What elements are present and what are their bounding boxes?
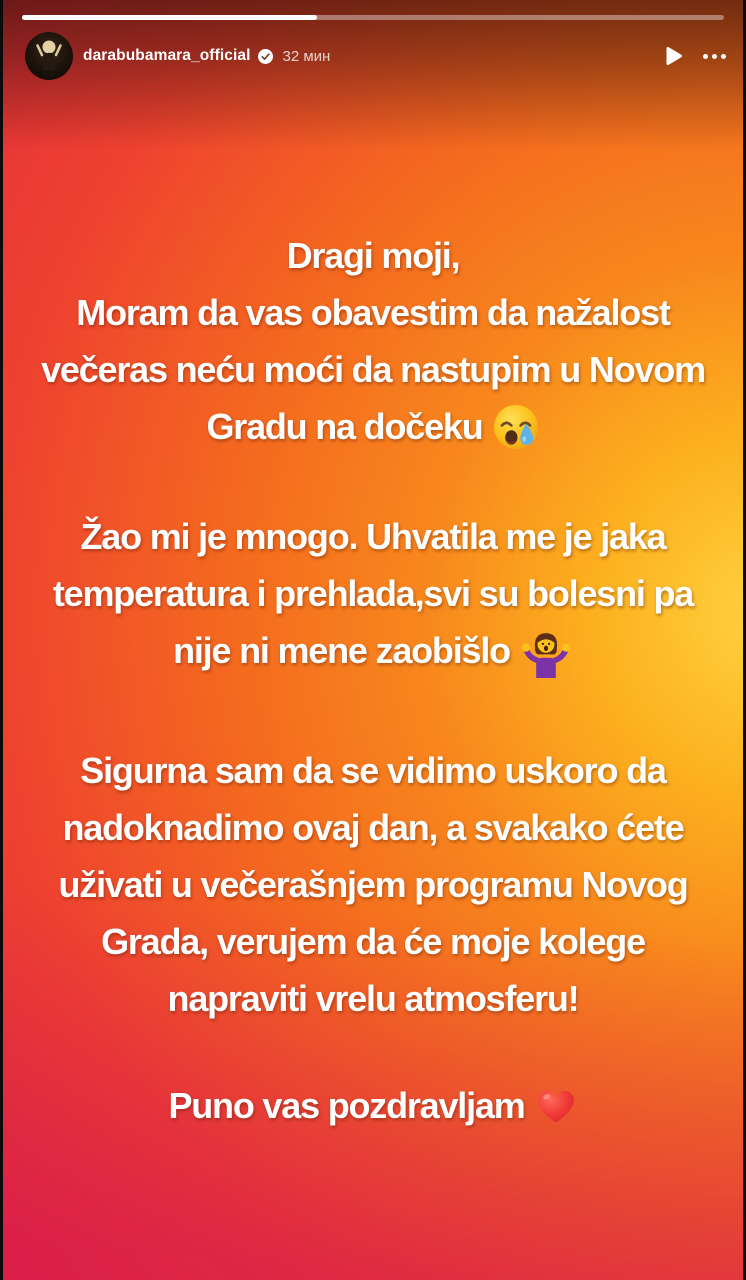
story-text-paragraph-3 (3, 742, 743, 1027)
story-text-line: Žao mi je mnogo. Uhvatila me je jaka (80, 516, 666, 557)
story-text-line: uživati u večerašnjem programu Novog (58, 864, 688, 905)
story-text-line: Puno vas pozdravljam (3, 1077, 743, 1134)
story-text-line: napraviti vrelu atmosferu! (167, 978, 579, 1019)
timestamp: 32 мин (282, 47, 331, 65)
story-text-paragraph-2 (3, 508, 743, 679)
story-text-line: Gradu na dočeku (3, 398, 743, 455)
story-text-paragraph-1 (3, 227, 743, 455)
story-text-line: Grada, verujem da će moje kolege (101, 921, 645, 962)
more-options-icon[interactable] (703, 54, 726, 59)
user-info (83, 30, 330, 82)
story-text-line: večeras neću moći da nastupim u Novom (41, 349, 705, 390)
story-progress-bar (22, 15, 724, 20)
verified-badge-icon (258, 49, 273, 64)
story-text-line: nadoknadimo ovaj dan, a svakako ćete (62, 807, 684, 848)
story-text-line: temperatura i prehlada,svi su bolesni pa (52, 573, 694, 614)
profile-photo-figure (25, 32, 73, 80)
play-icon[interactable] (665, 46, 683, 66)
red-heart-emoji (534, 1086, 578, 1126)
woman-shrugging-emoji (519, 624, 573, 678)
sleepy-face-emoji (492, 403, 540, 451)
story-header (3, 30, 743, 82)
story-text-line: Dragi moji, (286, 235, 460, 276)
header-actions (665, 30, 726, 82)
story-canvas[interactable] (3, 0, 743, 1280)
username[interactable]: darabubamara_official (83, 47, 251, 64)
story-text-line: Moram da vas obavestim da nažalost (76, 292, 670, 333)
story-text-line: Sigurna sam da se vidimo uskoro da (80, 750, 666, 791)
avatar[interactable] (25, 32, 73, 80)
story-progress-fill (22, 15, 317, 20)
story-text-line: nije ni mene zaobišlo (3, 622, 743, 679)
story-text-paragraph-4 (3, 1077, 743, 1134)
